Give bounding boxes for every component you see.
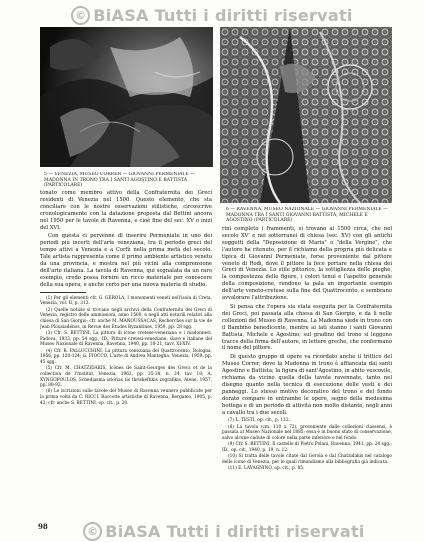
footnotes-left: [40, 296, 212, 407]
footnote: (2) Quelle notizie si trovano negli archivi della Confraternita dei Greci di Venezia, registro delle ammissioni, anno 1500, e negli atti notarili relativi alla chiesa di San Giorgio; cfr. anche M. MANOUSSACAS, Recherches sur la vie de Jean Plousiadénos, in Revue des Études Byzantines, 1959, pp. 28 sgg.: [40, 307, 212, 330]
figure-5-image: [40, 27, 213, 167]
footnote: (5) Cfr. M. CHATZIDAKIS, Icônes de Saint-Georges des Grecs et de la collection de l'Institut, Venezia, 1962, pp. 35-38, n. 24, tav. 18; A. XYNGOPOULOS, Schediasma istorias tis thriskeftikis zografikis, Atene, 1957, pp. 88-92.: [40, 366, 212, 389]
figure-5-caption: 5 — VENEZIA, MUSEO CORRER — GIOVANNI PERMENIATE — MADONNA IN TRONO TRA I SANTI AGOSTINO E BATTISTA (PARTICOLARE): [44, 172, 195, 189]
right-column: [222, 226, 392, 521]
left-column: [40, 190, 212, 520]
figure-6-photo: [220, 27, 392, 203]
footnote: (11) E. LAVAGNINO, op. cit., p. 85.: [228, 466, 305, 472]
right-paragraph-1: rini completo i frammenti, si trovano al 1500 circa, che nel secolo XV' e nei sotterranei di chiesa (sec. XV) con gli antichi soggetti della "Deposizione di Maria" o "della Vergine", che l'autore ha ritenuto, per il richiamo della propria più delicata e tipica di Giovanni Permeniate, forse proveniente dal pittore veneto di Rodi, dove il pittore la fece portare nella chiesa dei Greci di Venezia. Lo stile pittorico, la sottigliezza delle pieghe, la compostezza delle figure, i colori tenui e l'aspetto generale della composizione, rendono la pala un importante esempio dell'arte veneto-cretese sulla fine del Quattrocento, e sembrano avvalorare l'attribuzione.: [222, 226, 392, 302]
footnote: (8) La tavola (cm. 110 x 72), proveniente dalle collezioni classensi, è passata al Museo Nazionale nel 1885; essa è in buono stato di conservazione, salvo alcune cadute di colore nella parte inferiore e nel fondo.: [222, 424, 392, 442]
footnote: (6) Le iscrizioni sulle tavole del Museo di Ravenna vennero pubblicate per la prima volta da C. RICCI, Raccolte artistiche di Ravenna, Bergamo, 1905, p. 42; cfr. anche S. BETTINI, op. cit., p. 20.: [40, 389, 212, 406]
footnote: (9) Cfr. S. BETTINI, Il castello di Pietro Polani, Ravenna, 1941, pp. 24 sgg.; ID., op. cit., 1940, p. 19, n. 12.: [222, 442, 392, 453]
footnote: (7) L. TESTI, op. cit., p. 112.: [228, 418, 291, 424]
watermark-text: BiASA Tutti i diritti riservati: [105, 522, 365, 541]
footnotes-right: [222, 418, 392, 471]
copyright-logo-icon: ©: [83, 522, 102, 541]
figure-5-photo: [40, 27, 213, 167]
footnote: (3) Cfr. S. BETTINI, La pittura di icone cretese-veneziana e i madonneri, Padova, 1933, pp. 54 sgg.; ID., Pitture cretesi-veneziane, slave e italiane del Museo Nazionale di Ravenna, Ravenna, 1940, pp. 18-21, tavv. XI-XIV.: [40, 330, 212, 348]
right-paragraph-3: Di questo gruppo di opere va ricordato anche il trittico del Museo Correr, dove la Madonna in trono è affiancata dai santi Agostino e Battista; la figura di sant'Agostino, in abito vescovile, richiama da vicino quella della tavola ravennate, tanto nel disegno quanto nella tecnica di esecuzione delle vesti e dei panneggi. Lo stesso motivo decorativo del trono e del fondo dorato compare in entrambe le opere, segno della medesima bottega e di un periodo di attività non molto distante, negli anni a cavallo tra i due secoli.: [222, 354, 392, 416]
watermark-top: [0, 6, 424, 25]
footnote: (10) Si tratta delle tavole citate dal Gerola e dal Chatzidakis nel catalogo delle icone di Venezia, per le quali rimandiamo alla bibliografia già indicata.: [222, 454, 392, 465]
page-number: 98: [38, 522, 48, 531]
right-paragraph-2: Si pensa che l'opera sia stata eseguita per la Confraternita dei Greci, poi passata alla chiesa di San Giorgio, e da lì nelle collezioni del Museo di Ravenna. La Madonna siede in trono con il Bambino benedicente, mentre ai lati stanno i santi Giovanni Battista, Michele e Agostino; sul gradino del trono si leggono tracce della firma dell'autore, in lettere greche, che confermano il nome del pittore.: [222, 303, 392, 352]
watermark-text: BiASA Tutti i diritti riservati: [93, 6, 353, 25]
footnote: (1) Per gli elementi cfr. G. GEROLA, I monumenti veneti nell'isola di Creta, Venezia, vol. II, p. 313.: [40, 295, 212, 307]
left-paragraph-2: Con questa ci pervenne di inserire Permeniate in uno dei periodi più incerti dell'arte veneziana, tra il periodo greci del tempo attivi a Venezia e a Corfù nella prima metà del secolo. Tale artista rappresenta come il primo ambiente artistico veneto da una provincia, e mostra nel più vicini alla comprensione dell'arte italiana. La tavola di Ravenna, qui segnalata da un raro esempio, credo possa fornire un ricco materiale per conoscere della sua opera, e anche certo per una nuova materia di studio.: [40, 233, 212, 288]
footnote: (4) Cfr. R. PALLUCCHINI, La pittura veneziana del Quattrocento, Bologna, 1956, pp. 120-124; G. FIOCCO, L'arte di Andrea Mantegna, Venezia, 1959, pp. 45 sgg.: [40, 348, 212, 365]
left-paragraph-1: tonato come membro attivo della Confraternita dei Greci residenti di Venezia nel 1500. Questo elemento, che sta conciliare con le nostre osservazioni stilistiche, circoscrive cronologicamente con la datazione proposta dal Bettini ancora nel 1950 per le tavole di Ravenna, e cioè fine del sec. XV o inizi del XVI.: [40, 190, 212, 231]
footnote-divider: [40, 292, 86, 293]
copyright-logo-icon: ©: [71, 6, 90, 25]
figure-6-image: [220, 27, 392, 203]
figure-6-caption: 6 — RAVENNA, MUSEO NAZIONALE — GIOVANNI PERMENIATE — MADONNA TRA I SANTI GIOVANNI BATTISTA, MICHELE E AGOSTINO (PARTICOLARE): [226, 207, 388, 224]
watermark-bottom: [12, 522, 424, 541]
